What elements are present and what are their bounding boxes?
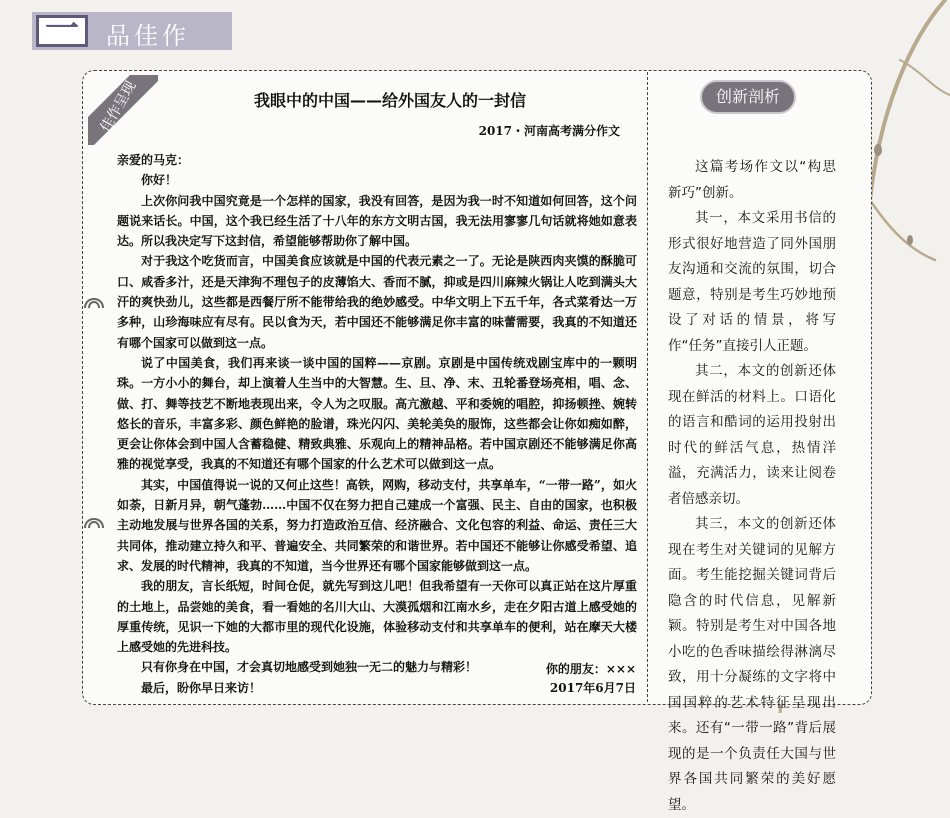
letter-paragraph: 上次你问我中国究竟是一个怎样的国家，我没有回答，是因为我一时不知道如何回答，这个问题说来话长。中国，这个我已经生活了十八年的东方文明古国，我无法用寥寥几句话就将她如意表达。所以我决定写下这封信，希望能够帮助你了解中国。	[117, 193, 637, 249]
analysis-paragraph: 这篇考场作文以“构思新巧”创新。	[668, 159, 836, 201]
signature-block	[400, 660, 636, 698]
analysis-badge: 创新剖析	[700, 80, 796, 114]
letter-paragraph: 其实，中国值得说一说的又何止这些！高铁，网购，移动支付，共享单车，“一带一路”，如火如荼，日新月异，朝气蓬勃……中国不仅在努力把自己建成一个富强、民主、自由的国家，也积极主动地发展与世界各国的关系，努力打造政治互信、经济融合、文化包容的利益、命运、责任三大共同体，推动建立持久和平、普遍安全、共同繁荣的和谐世界。若中国还不能够让你感受希望、追求、发展的时代精神，我真的不知道，当今世界还有哪个国家能够做到这一点。	[117, 477, 637, 573]
section-number: 一	[36, 15, 88, 47]
column-divider	[647, 72, 648, 702]
analysis-paragraph: 其一，本文采用书信的形式很好地营造了同外国朋友沟通和交流的氛围，切合题意，特别是考生巧妙地预设了对话的情景，将写作“任务”直接引人正题。	[668, 210, 836, 354]
letter-body	[117, 150, 637, 698]
section-title: 品佳作	[106, 22, 190, 50]
ribbon-badge	[88, 75, 158, 145]
analysis-text	[668, 155, 836, 818]
ribbon-label: 佳作呈现	[97, 78, 140, 135]
ring-clip-icon	[82, 510, 106, 532]
signature: 你的朋友：×××	[545, 662, 636, 676]
letter-paragraph: 最后，盼你早日来访！	[141, 680, 262, 695]
greeting: 你好！	[141, 173, 178, 188]
letter-date: 2017年6月7日	[549, 681, 636, 695]
ring-clip-icon	[82, 290, 106, 312]
letter-paragraph: 说了中国美食，我们再来谈一谈中国的国粹——京剧。京剧是中国传统戏剧宝库中的一颗明珠。一方小小的舞台，却上演着人生当中的大智慧。生、旦、净、末、丑轮番登场亮相，唱、念、做、打、舞等技艺不断地表现出来，令人为之叹服。高亢激越、平和委婉的唱腔，抑扬顿挫、婉转悠长的音乐，丰富多彩、颜色鲜艳的脸谱，珠光闪闪、美轮美奂的服饰，这些都会让你如痴如醉，更会让你体会到中国人含蓄稳健、精致典雅、乐观向上的精神品格。若中国京剧还不能够满足你高雅的视觉享受，我真的不知道还有哪个国家的什么艺术可以做到这一点。	[117, 355, 637, 472]
salutation: 亲爱的马克：	[117, 153, 190, 167]
analysis-paragraph: 其二，本文的创新还体现在鲜活的材料上。口语化的语言和酷词的运用投射出时代的鲜活气息，热情洋溢，充满活力，读来让阅卷者倍感亲切。	[668, 363, 836, 507]
analysis-paragraph: 其三，本文的创新还体现在考生对关键词的见解方面。考生能挖掘关键词背后隐含的时代信息，见解新颖。特别是考生对中国各地小吃的色香味描绘得淋漓尽致，用十分凝练的文字将中国国粹的艺术特征呈现出来。还有“一带一路”背后展现的是一个负责任大国与世界各国共同繁荣的美好愿望。	[668, 516, 836, 813]
essay-title: 我眼中的中国——给外国友人的一封信	[253, 91, 526, 110]
letter-paragraph: 我的朋友，言长纸短，时间仓促，就先写到这儿吧！但我希望有一天你可以真正站在这片厚重的土地上，品尝她的美食，看一看她的名川大山、大漠孤烟和江南水乡，走在夕阳古道上感受她的厚重传统，见识一下她的大都市里的现代化设施，体验移动支付和共享单车的便利，站在摩天大楼上感受她的先进科技。	[117, 579, 637, 655]
letter-paragraph: 只有你身在中国，才会真切地感受到她独一无二的魅力与精彩！	[141, 660, 478, 675]
essay-source: 2017・河南高考满分作文	[478, 124, 620, 138]
letter-paragraph: 对于我这个吃货而言，中国美食应该就是中国的代表元素之一了。无论是陕西肉夹馍的酥脆可口、咸香多汁，还是天津狗不理包子的皮薄馅大、香而不腻，抑或是四川麻辣火锅让人吃到满头大汗的爽快劲儿，这些都是西餐厅所不能带给我的绝妙感受。中华文明上下五千年，各式菜肴达一万多种，山珍海味应有尽有。民以食为天，若中国还不能够满足你丰富的味蕾需要，我真的不知道还有哪个国家可以做到这一点。	[117, 254, 637, 350]
